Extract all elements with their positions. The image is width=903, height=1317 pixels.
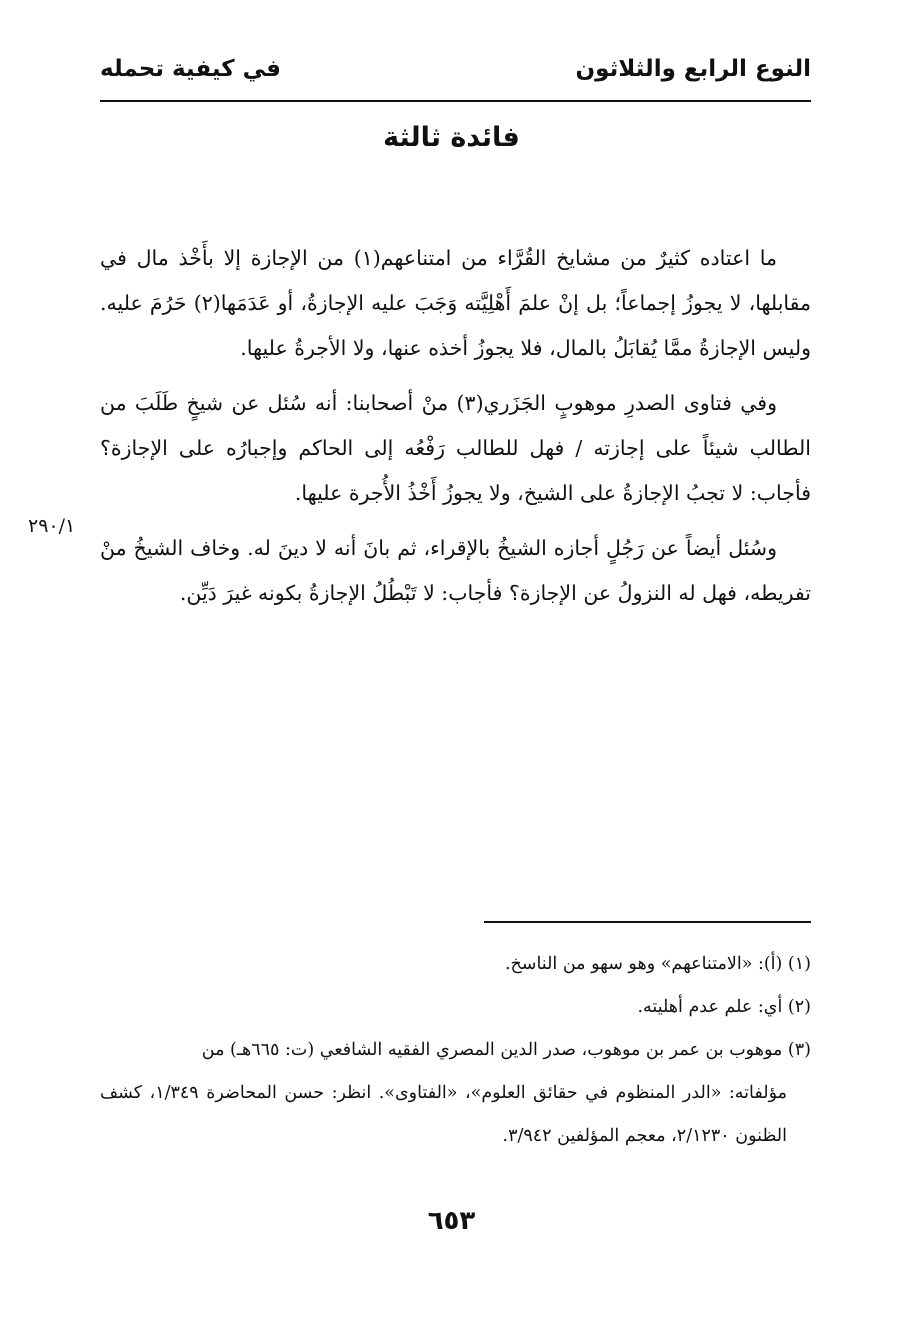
paragraph-3: وسُئل أيضاً عن رَجُلٍ أجازه الشيخُ بالإقراء، ثم بانَ أنه لا دينَ له. وخاف الشيخُ منْ تفريطه، فهل له النزولُ عن الإجازة؟ فأجاب: لا تَبْطُلُ الإجازةُ بكونه غيرَ دَيِّن.	[100, 536, 811, 605]
margin-page-reference: ٢٩٠/١	[28, 515, 76, 537]
page-number: ٦٥٣	[427, 1206, 476, 1236]
running-header	[100, 50, 811, 102]
chapter-heading: النوع الرابع والثلاثون	[575, 56, 811, 82]
footnote-2: (٢) أي: علم عدم أهليته.	[637, 997, 811, 1017]
paragraph-1: ما اعتاده كثيرٌ من مشايخ القُرَّاء من امتناعهم(١) من الإجازة إلا بأَخْذ مال في مقابلها، لا يجوزُ إجماعاً؛ بل إنْ علمَ أَهْلِيَّته وَجَبَ عليه الإجازةُ، أو عَدَمَها(٢) حَرُمَ عليه. وليس الإجازةُ ممَّا يُقابَلُ بالمال، فلا يجوزُ أخذه عنها، ولا الأجرةُ عليها.	[100, 246, 811, 360]
topic-heading: في كيفية تحمله	[100, 56, 281, 82]
body-text	[100, 236, 811, 626]
paragraph-2: وفي فتاوى الصدرِ موهوبٍ الجَزَري(٣) منْ أصحابنا: أنه سُئل عن شيخٍ طَلَبَ من الطالب شيئاً على إجازته / فهل للطالب رَفْعُه إلى الحاكم وإجبارُه على الإجازة؟ فأجاب: لا تجبُ الإجازةُ على الشيخ، ولا يجوزُ أَخْذُ الأُجرة عليها.	[100, 391, 811, 505]
footnote-separator	[484, 921, 811, 923]
footnotes	[100, 943, 811, 1158]
footnote-3-continuation: مؤلفاته: «الدر المنظوم في حقائق العلوم»، «الفتاوى». انظر: حسن المحاضرة ١/٣٤٩، كشف الظنون ٢/١٢٣٠، معجم المؤلفين ٣/٩٤٢.	[100, 1083, 787, 1146]
section-title: فائدة ثالثة	[383, 122, 520, 153]
footnote-1: (١) (أ): «الامتناعهم» وهو سهو من الناسخ.	[504, 954, 811, 974]
footnote-3: (٣) موهوب بن عمر بن موهوب، صدر الدين المصري الفقيه الشافعي (ت: ٦٦٥هـ) من	[201, 1040, 811, 1060]
